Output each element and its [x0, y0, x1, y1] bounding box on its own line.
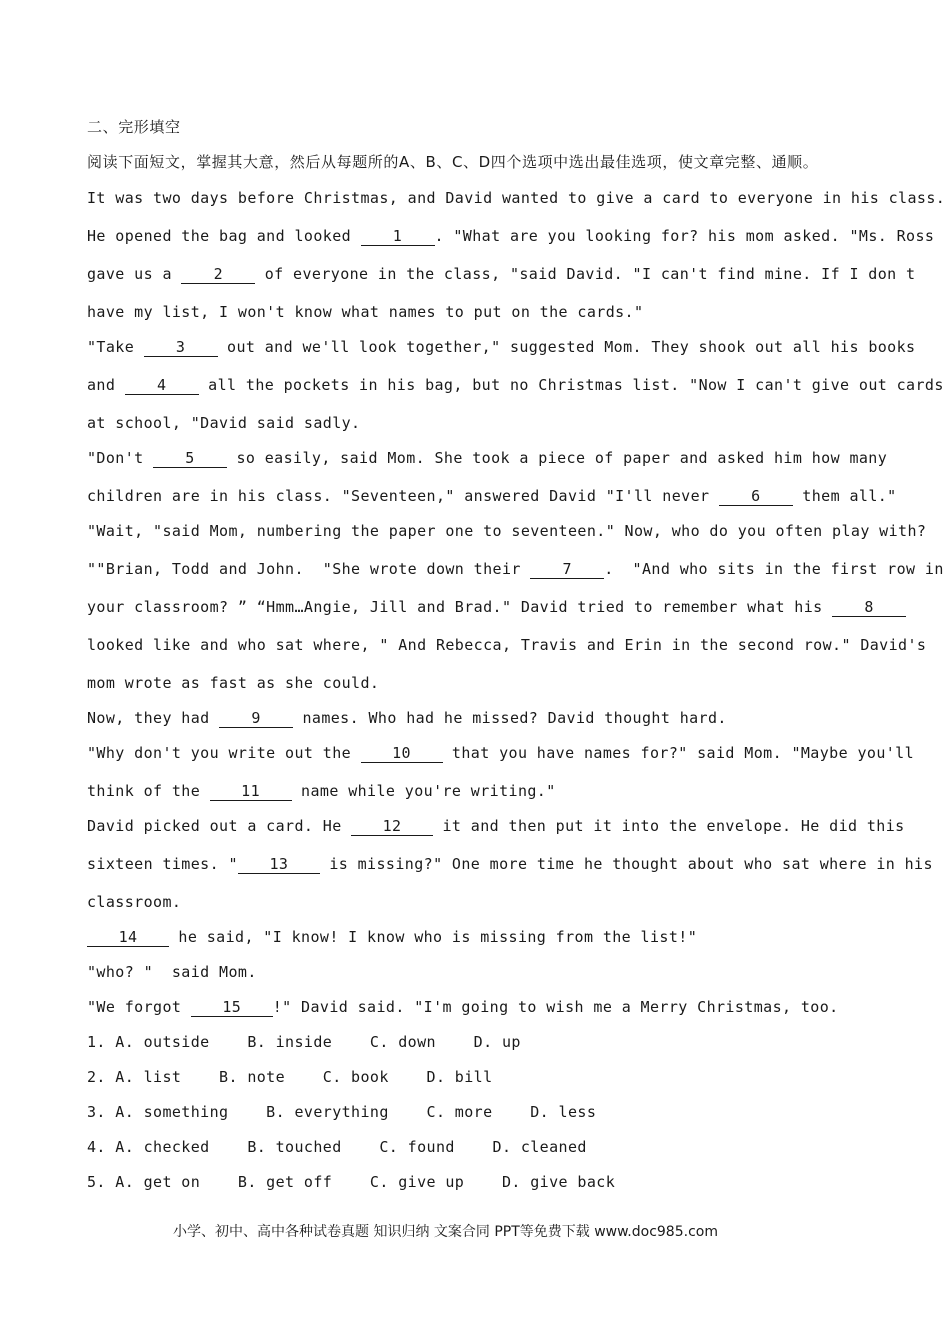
question-2: 2. A. list B. note C. book D. bill: [87, 1068, 493, 1086]
question-4: 4. A. checked B. touched C. found D. cleaned: [87, 1138, 587, 1156]
passage-line: [87, 708, 727, 728]
blank-6: 6: [719, 487, 793, 506]
text: He opened the bag and looked: [87, 227, 361, 245]
text: your classroom? ” “Hmm…Angie, Jill and Brad." David tried to remember what his: [87, 598, 833, 616]
blank-2: 2: [181, 265, 255, 284]
text: think of the: [87, 782, 210, 800]
text: names. Who had he missed? David thought hard.: [293, 709, 727, 727]
blank-1: 1: [361, 227, 435, 246]
passage-line: [87, 264, 915, 284]
text: out and we'll look together," suggested Mom. They shook out all his books: [217, 338, 916, 356]
question-5: 5. A. get on B. get off C. give up D. give back: [87, 1173, 616, 1191]
passage-line: [87, 448, 887, 468]
passage-line: [87, 375, 944, 395]
text: !" David said. "I'm going to wish me a Merry Christmas, too.: [272, 998, 839, 1016]
passage-line: [87, 854, 933, 874]
blank-4: 4: [125, 376, 199, 395]
instruction: 阅读下面短文，掌握其大意，然后从每题所的A、B、C、D四个选项中选出最佳选项，使文章完整、通顺。: [87, 153, 819, 171]
text: name while you're writing.": [291, 782, 556, 800]
passage-line: classroom.: [87, 893, 182, 911]
text: he said, "I know! I know who is missing from the list!": [169, 928, 698, 946]
text: . "And who sits in the first row in: [604, 560, 944, 578]
text: David picked out a card. He: [87, 817, 352, 835]
blank-13: 13: [238, 855, 320, 874]
passage-line: have my list, I won't know what names to put on the cards.": [87, 303, 644, 321]
blank-9: 9: [219, 709, 293, 728]
text: "Take: [87, 338, 144, 356]
blank-5: 5: [153, 449, 227, 468]
text: "Why don't you write out the: [87, 744, 361, 762]
text: . "What are you looking for? his mom asked. "Ms. Ross: [434, 227, 935, 245]
text: so easily, said Mom. She took a piece of paper and asked him how many: [227, 449, 888, 467]
footer-watermark: 小学、初中、高中各种试卷真题 知识归纳 文案合同 PPT等免费下载 www.doc985.com: [173, 1224, 718, 1240]
passage-line: [87, 743, 914, 763]
section-title: 二、完形填空: [87, 118, 181, 136]
text: "Don't: [87, 449, 154, 467]
text: ""Brian, Todd and John. "She wrote down their: [87, 560, 531, 578]
blank-15: 15: [191, 998, 273, 1017]
passage-line: [87, 597, 906, 617]
blank-8: 8: [832, 598, 906, 617]
passage-line: mom wrote as fast as she could.: [87, 674, 380, 692]
passage-line: [87, 927, 697, 947]
passage-line: looked like and who sat where, " And Rebecca, Travis and Erin in the second row." David's: [87, 636, 927, 654]
passage-line: [87, 226, 934, 246]
text: them all.": [792, 487, 897, 505]
passage-line: [87, 816, 905, 836]
blank-10: 10: [361, 744, 443, 763]
text: gave us a: [87, 265, 182, 283]
text: sixteen times. ": [87, 855, 238, 873]
passage-line: at school, "David said sadly.: [87, 414, 361, 432]
text: all the pockets in his bag, but no Christmas list. "Now I can't give out cards: [198, 376, 944, 394]
passage-line: "who? " said Mom.: [87, 963, 257, 981]
text: that you have names for?" said Mom. "Maybe you'll: [442, 744, 915, 762]
passage-line: [87, 486, 897, 506]
text: children are in his class. "Seventeen," answered David "I'll never: [87, 487, 719, 505]
text: is missing?" One more time he thought about who sat where in his: [319, 855, 933, 873]
text: Now, they had: [87, 709, 220, 727]
question-1: 1. A. outside B. inside C. down D. up: [87, 1033, 521, 1051]
passage-line: "Wait, "said Mom, numbering the paper one to seventeen." Now, who do you often play with?: [87, 522, 927, 540]
blank-12: 12: [351, 817, 433, 836]
passage-line: [87, 781, 556, 801]
question-3: 3. A. something B. everything C. more D. less: [87, 1103, 597, 1121]
passage-line: It was two days before Christmas, and David wanted to give a card to everyone in his class.: [87, 189, 946, 207]
passage-line: [87, 337, 915, 357]
blank-11: 11: [210, 782, 292, 801]
text: it and then put it into the envelope. He did this: [433, 817, 905, 835]
text: and: [87, 376, 125, 394]
blank-14: 14: [87, 928, 169, 947]
blank-3: 3: [144, 338, 218, 357]
text: of everyone in the class, "said David. "I can't find mine. If I don t: [255, 265, 916, 283]
text: "We forgot: [87, 998, 191, 1016]
passage-line: [87, 997, 839, 1017]
passage-line: [87, 559, 944, 579]
blank-7: 7: [530, 560, 604, 579]
